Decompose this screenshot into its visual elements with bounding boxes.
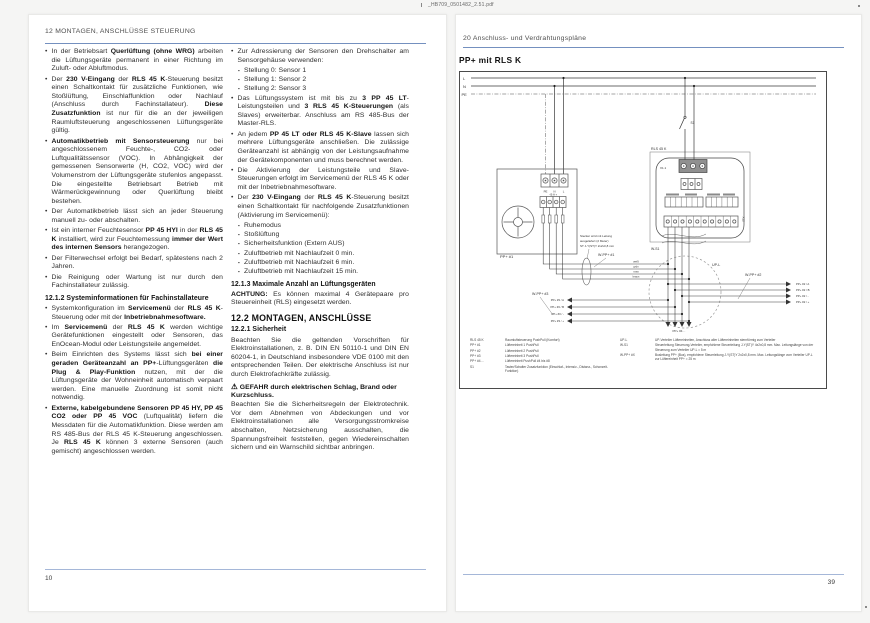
w-pp1-leader-line [594,258,606,267]
list-item: • An jedem PP 45 LT oder RLS 45 K-Slave lassen sich mehrere Lüftungsgeräte anschließen. Die zulässige Geräteanzahl ist abhängig von der Leistungsaufnahme der Gerätekomponenten und muss berechnet werden. [231,130,409,164]
legend-definition: Lüftereinheit PushPull #4 bis #8 [505,359,550,364]
window-title: _HB709_0501482_2.51.pdf [428,2,494,8]
bullet-marker: • [45,137,48,145]
fan-bus-wires [542,208,689,286]
para: ACHTUNG: Es können maximal 4 Gerätepaare pro Steuereinheit (RLS) eingesetzt werden. [231,290,409,307]
list-item: ▪ Zuluftbetrieb mit Nachlaufzeit 0 min. [238,249,355,257]
legend-term: PP+ #1 [470,343,481,348]
bullet-marker: ▪ [238,259,240,265]
bullet-marker: ▪ [238,232,240,238]
list-item: • Systemkonfiguration im Servicemenü der RLS 45 K-Steuerung oder mit der Inbetriebnahmesoftware. [45,304,223,321]
list-item: ▪ Zuluftbetrieb mit Nachlaufzeit 6 min. [238,258,355,266]
wire-color-0: weiß [633,260,639,264]
cable-w-pp3-label: W-PP+ #3 [532,292,549,296]
fan-pin-n: N [553,189,556,194]
pp2-wire-label-b: PP+ #2 / B [796,288,810,293]
heading: 12.1.3 Maximale Anzahl an Lüftungsgeräten [231,280,376,288]
cable-w-pp2-label: W-PP+ #2 [745,273,762,277]
header-rule [45,43,426,44]
legend-term: S1 [470,364,474,369]
fan-bus-pins: - B A + [548,192,558,197]
cable-w-s1 [662,234,706,244]
para: Beachten Sie die geltenden Vorschriften für Elektroinstallationen, z. B. DIN EN 50110-1 und DIN EN 60204-1, in Deutschland insbesondere VDE 0100 mit den entsprechenden Teilen. Der elektrische Anschluss ist nur durch Elektrofachkräfte zulässig. [231,336,409,378]
pp2-wire-label-plus: PP+ #2 / + [796,300,810,305]
bullet-marker: • [45,304,48,312]
page-left [28,14,447,612]
chapter-header: 12 MONTAGEN, ANSCHLÜSSE STEUERUNG [45,28,196,35]
list-item: • Das Lüftungssystem ist mit bis zu 3 PP 45 LT-Leistungsteilen und 3 RLS 45 K-Steuerungen (als Slaves) erweiterbar. Anschluss am RS 485-Bus der Master-RLS. [231,94,409,128]
wire-color-2: rosa [633,270,639,274]
bullet-marker: ▪ [238,250,240,256]
pp2-wires [668,284,790,302]
fan-unit [497,169,577,254]
cable-w-pp1-label: W-PP+ #1 [598,253,615,257]
list-item: ▪ Sicherheitsfunktion (Extern AUS) [238,240,345,248]
crop-mark [858,5,860,7]
bullet-marker: • [45,227,48,235]
bus-label-n: N [463,84,466,89]
bullet-marker: • [231,130,234,138]
list-item: • Zur Adressierung der Sensoren den Drehschalter am Sensorgehäuse verwenden: [231,48,409,64]
power-bus [471,78,816,94]
heading: 12.1.2 Systeminformationen für Fachinstallateure [45,294,209,302]
pp4-continuation-label: PP+ #4… [672,329,686,333]
column-2 [231,48,409,458]
list-item: ▪ Stellung 1: Sensor 2 [238,76,307,84]
fan-supply-wires [546,78,564,174]
bullet-marker: • [231,194,234,202]
list-item: ▪ Stoßlüftung [238,231,280,239]
controller-label: RLS 45 K [651,147,667,151]
chapter-header: 20 Anschluss- und Verdrahtungspläne [463,35,587,42]
list-item: ▪ Ruhemodus [238,222,282,230]
diagram-legend [460,334,826,388]
list-item: • Beim Einrichten des Systems lässt sich bei einer geraden Geräteanzahl an PP+-Lüftungsgeräten die Plug & Play-Funktion nutzen, mit der die Lüftungsgeräte der Wohneinheit automatisch verpaart werden. Eine manuelle Zuordnung ist somit nicht notwendig. [45,351,224,402]
legend-definition: Taster/Schalter Zusatzfunktion (Einschlaf-, Intensiv-, Distanz-, Schonzeit-Funktion) [505,364,608,373]
page-right [455,14,862,612]
legend-term: PP+ #4… [470,359,484,364]
legend-term: PP+ #2 [470,348,481,353]
legend-term: W-S1 [620,343,628,348]
bullet-marker: • [45,323,48,331]
diagram-title: PP+ mit RLS K [459,55,522,65]
note-leader-line [587,249,589,259]
heading-xl: 12.2 MONTAGEN, ANSCHLÜSSE [231,312,372,323]
bullet-marker: • [45,48,48,55]
legend-definition: Steuerleitung Steuerung-Verteiler, empfohlene Steuerleitung J-Y(ST)Y 4x2x0,8 mm. Max. Leitungslänge von der Steuerung zum Verteiler UP-L = 5 m [655,343,814,352]
cable-note-line2: ausgeliefert (2 Meter) [580,239,609,243]
bullet-marker: • [231,94,234,102]
bullet-marker: • [45,404,48,412]
footer-rule [463,574,844,575]
bullets [45,48,223,291]
wire-color-1: grün [633,265,639,269]
pp3-wire-label-plus: PP+ #3 / + [550,319,564,324]
warning-icon: ⚠ [231,381,238,391]
wire-color-3: braun [632,275,640,279]
bus-label-l: L [463,76,466,81]
list-item: • Der Filterwechsel erfolgt bei Bedarf, spätestens nach 2 Jahren. [45,254,223,271]
bullet-marker: ▪ [238,241,240,247]
cable-w-s1-label: W-S1 [651,247,660,251]
footer-rule [45,569,426,570]
bullet-marker: • [45,351,48,359]
crop-mark [421,3,422,7]
terminal-x11-label: X1.1 [660,166,667,170]
wiring-diagram-svg [460,72,826,333]
switch-s1-label: S1 [690,121,695,125]
list-item: • Der Automatikbetrieb lässt sich an jeder Steuerung manuell zu- oder abschalten. [45,208,223,224]
bullet-marker: • [45,254,48,262]
legend-term: RLS 45 K [470,338,484,342]
legend-left-column [470,338,608,373]
terminal-x12-label: X12 [741,216,746,222]
legend-definition: Lüftereinheit 2 PushPull [505,348,539,353]
legend-definition: Busleitung PP+ (Bus), empfohlene Steuerleitung J-Y(ST)Y 2x2x0,8 mm. Max. Leitungslänge vom Verteiler UP-L zur Lüftereinheit PP+ = 25 m [655,352,813,361]
bullet-marker: ▪ [238,223,240,229]
header-rule [463,47,844,48]
bullet-marker: ▪ [238,268,240,274]
page-number: 10 [45,575,53,582]
list-item: • Automatikbetrieb mit Sensorsteuerung nur bei angeschlossenem Feuchte-, CO2- oder Luftqualitätssensor (VOC). In Abhängigkeit der gemessenen Sensorwerte (H, CO2, VOC) wird der Volumenstrom der Lüftungsgeräte stufenlos angepasst. Die eingestellte Betriebsart Betrieb mit Wärmerückgewinnung oder Querlüftung bleibt bestehen. [45,137,224,205]
list-item: • Ist ein interner Feuchtesensor PP 45 HYI in der RLS 45 K installiert, wird zur Feuchtemessung immer der Wert des internen Sensors herangezogen. [45,227,224,252]
bullets [231,48,409,277]
legend-definition: UP-Verteiler Lüftereinheiten, Anschluss aller Lüftereinheiten sternförmig zum Verteiler [655,338,776,342]
switch-s1 [680,78,695,160]
legend-definition: Lüftereinheit 1 PushPull [505,343,539,348]
bullet-marker: ▪ [238,67,240,73]
pp3-wire-label-a: PP+ #3 / A [550,298,564,303]
bus-label-pe: PE [461,92,467,97]
page-number: 39 [827,579,835,586]
cable-note-line1: Stecker wird mit Leitung [580,234,613,238]
column-1 [45,48,223,458]
bullet-marker: ▪ [238,86,240,92]
warning: ⚠ GEFAHR durch elektrischen Schlag, Brand oder Kurzschluss. Beachten Sie die Sicherheitsregeln der Elektrotechnik. Vor dem Abnehmen von Abdeckungen und vor Elektroinstallationen alle Versorgungsstromkreise abschalten, Netzsicherung ausschalten, die Spannungsfreiheit feststellen, gegen Wiedereinschalten sichern und ein Warnschild sichtbar anbringen. [231,381,409,452]
bullet-marker: • [45,208,48,216]
fan-unit-label: PP+ #1 [500,254,514,259]
list-item: ▪ Stellung 2: Sensor 3 [238,85,307,93]
list-item: • Externe, kabelgebundene Sensoren PP 45 HY, PP 45 CO2 oder PP 45 VOC (Luftqualität) liefern die Messdaten für die Automatikfunktion. Diese werden am RS 485-Bus der RLS 45 K-Steuerung angeschlossen. Je RLS 45 K können 3 externe Sensoren (auch gemischt) angeschlossen werden. [45,404,224,455]
list-item: ▪ Zuluftbetrieb mit Nachlaufzeit 15 min. [238,267,359,275]
list-item: ▪ Stellung 0: Sensor 1 [238,66,307,74]
bullet-marker: • [231,48,234,55]
wiring-diagram [459,71,827,389]
list-item: • Der 230 V-Eingang der RLS 45 K-Steuerung besitzt einen Schaltkontakt für zusätzliche Funktionen, wie Stoßlüftung, Einschlaffunktion oder Nachlauf (Anschluss durch Fachinstallateur). Diese Zusatzfunktion ist nur für die an der jeweiligen Raumluftsteuerung angeschlossenen Lüftungsgeräte gültig. [45,75,223,135]
legend-right-column [620,338,816,361]
text-columns [45,48,424,458]
pp3-wire-label-minus: PP+ #3 / - [551,312,564,317]
pp3-wires [568,300,689,321]
pp2-wire-label-minus: PP+ #2 / - [796,294,809,299]
list-item: • Die Aktivierung der Leistungsteile und Slave-Steuerungen erfolgt im Servicemenü der RLS 45 K oder mit der Inbetriebnahmesoftware. [231,166,409,192]
bullet-marker: • [231,166,234,174]
list-item: • In der Betriebsart Querlüftung (ohne WRG) arbeiten die Lüftungsgeräte permanent in einer Richtung im Zuluft- oder Abluftmodus. [45,48,223,73]
legend-term: W-PP+ #X [620,352,635,357]
distributor-label: UP-L [712,263,721,267]
fan-pin-l: L [562,189,565,194]
bullet-marker: • [45,273,48,281]
list-item: • Im Servicemenü der RLS 45 K werden wichtige Gerätefunktionen eingestellt oder Sensoren, das EnOcean-Modul oder Leistungsteile angemeldet. [45,323,223,349]
bullet-marker: ▪ [238,77,240,83]
legend-term: UP-L [620,338,628,342]
legend-definition: Lüftereinheit 3 PushPull [505,354,539,359]
legend-definition: Raumluftsteuerung PushPull (Komfort) [505,338,560,342]
list-item: • Die Reinigung oder Wartung ist nur durch den Fachinstallateur zulässig. [45,273,223,290]
heading: 12.2.1 Sicherheit [231,326,287,334]
pp2-wire-label-a: PP+ #2 / A [796,282,810,287]
distributor-circle [649,256,721,328]
bullet-marker: • [45,75,48,83]
bullets [45,305,223,456]
cable-note-line3: ST J-Y(ST)Y 2x2x0,8 mm [580,244,615,248]
list-item: • Der 230 V-Eingang der RLS 45 K-Steuerung besitzt einen Schaltkontakt für nachfolgende Zusatzfunktionen (Aktivierung im Servicemenü): [231,194,409,219]
pp3-wire-label-b: PP+ #3 / B [550,305,564,310]
crop-mark [865,606,867,608]
fan-pin-pe: PE [543,189,548,194]
legend-term: PP+ #3 [470,354,481,359]
